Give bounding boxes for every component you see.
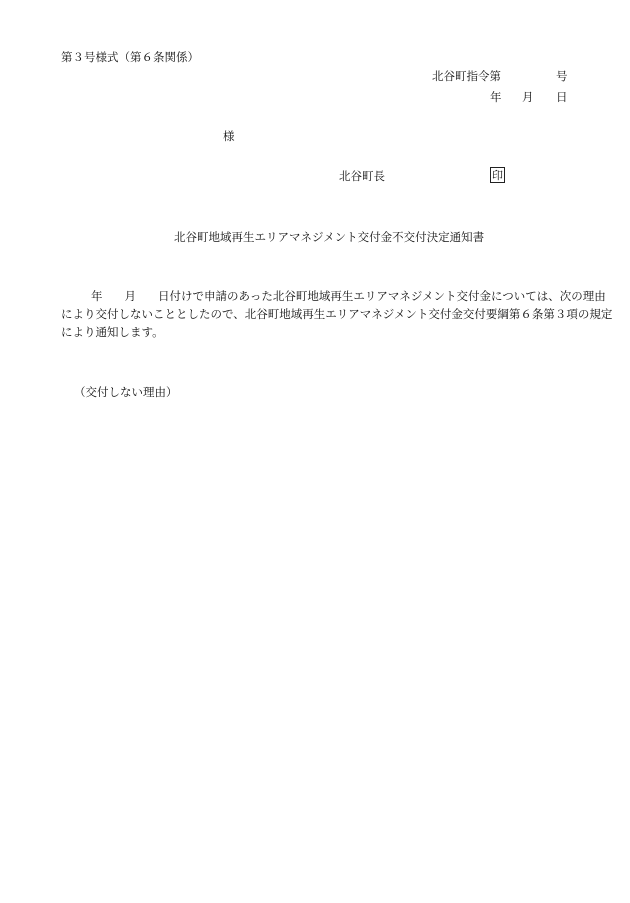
body-line-1 <box>61 291 606 303</box>
date-day-label: 日 <box>556 90 568 104</box>
date-year-label: 年 <box>490 90 502 104</box>
body-line-2: により交付しないこととしたので、北谷町地域再生エリアマネジメント交付金交付要綱第６条第３項の規定 <box>61 307 613 321</box>
document-number-suffix: 号 <box>556 69 568 83</box>
body-year-unit: 年 <box>91 289 103 303</box>
recipient-honorific: 様 <box>223 129 235 143</box>
date-month-label: 月 <box>522 90 534 104</box>
seal-mark: 印 <box>492 169 503 182</box>
body-line-1-text: 日付けで申請のあった北谷町地域再生エリアマネジメント交付金については、次の理由 <box>158 289 606 303</box>
body-month-unit: 月 <box>124 289 136 303</box>
document-title: 北谷町地域再生エリアマネジメント交付金不交付決定通知書 <box>174 230 485 244</box>
document-number-prefix: 北谷町指令第 <box>432 69 501 83</box>
form-number: 第３号様式（第６条関係） <box>61 50 199 64</box>
reason-label: （交付しない理由） <box>74 385 178 399</box>
sender-title: 北谷町長 <box>339 169 385 183</box>
body-line-3: により通知します。 <box>61 325 164 339</box>
